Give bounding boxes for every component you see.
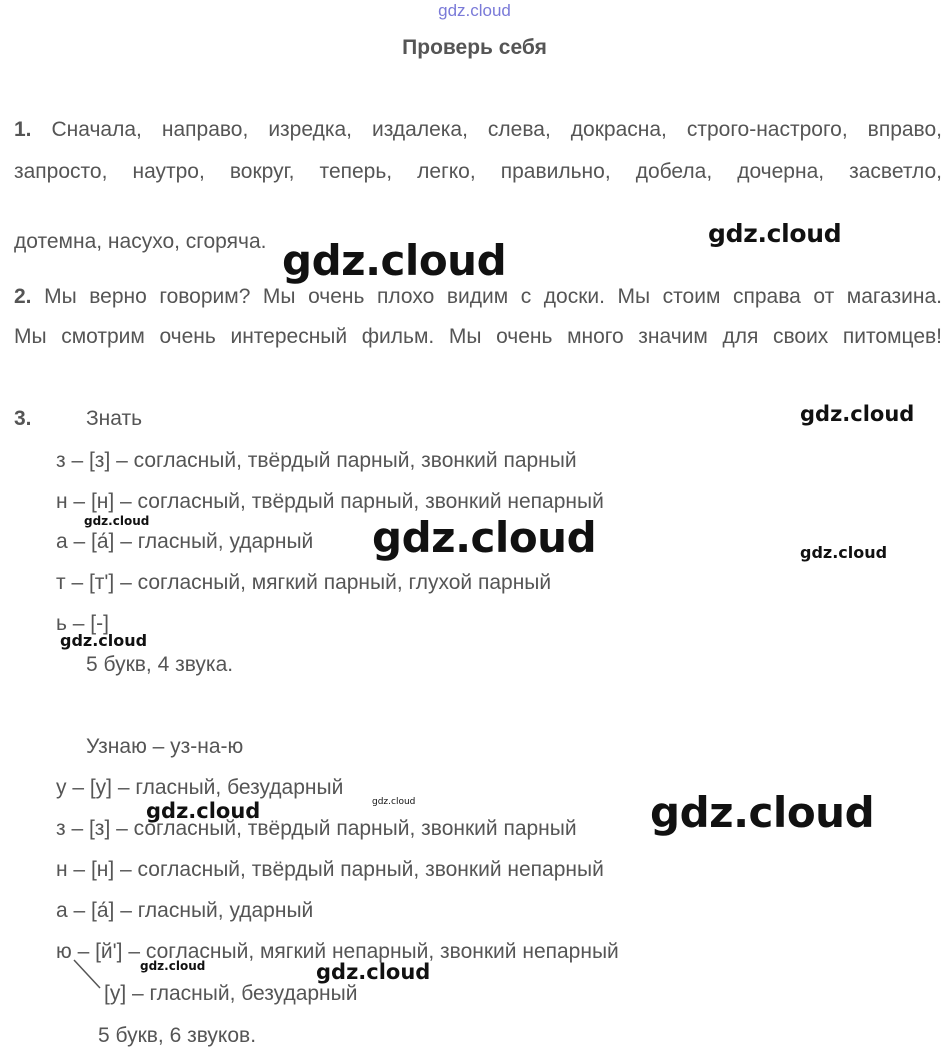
sound-split-bracket xyxy=(72,958,102,992)
word2-title: Узнаю – уз-на-ю xyxy=(86,735,244,758)
word2-extra-row: [у] – гласный, безударный xyxy=(104,982,358,1005)
watermark: gdz.cloud xyxy=(316,960,431,984)
word1-row: н – [н] – согласный, твёрдый парный, звонкий непарный xyxy=(56,490,604,513)
word1-row: з – [з] – согласный, твёрдый парный, звонкий парный xyxy=(56,449,577,472)
word1-row: ь – [-] xyxy=(56,612,109,635)
word1-row: а – [а́] – гласный, ударный xyxy=(56,530,314,553)
watermark: gdz.cloud xyxy=(60,631,148,650)
watermark: gdz.cloud xyxy=(146,799,261,823)
word2-row: н – [н] – согласный, твёрдый парный, звонкий непарный xyxy=(56,858,604,881)
word2-summary: 5 букв, 6 звуков. xyxy=(98,1024,257,1047)
task1-line-1: 1. Сначала, направо, изредка, издалека, слева, докрасна, строго-настрого, вправо, xyxy=(14,118,942,141)
watermark: gdz.cloud xyxy=(800,402,915,426)
task1-line-3: дотемна, насухо, сгоряча. xyxy=(14,230,267,253)
word2-row: у – [у] – гласный, безударный xyxy=(56,776,344,799)
word2-row: з – [з] – согласный, твёрдый парный, звонкий парный xyxy=(56,817,577,840)
task2-line-2: Мы смотрим очень интересный фильм. Мы очень много значим для своих питомцев! xyxy=(14,325,942,348)
task2-line-1: 2. Мы верно говорим? Мы очень плохо видим с доски. Мы стоим справа от магазина. xyxy=(14,285,942,308)
word2-row: ю – [й'] – согласный, мягкий непарный, звонкий непарный xyxy=(56,940,619,963)
word1-title: Знать xyxy=(86,407,143,430)
task2-number: 2. xyxy=(14,285,32,308)
watermark: gdz.cloud xyxy=(372,797,416,807)
page-title: Проверь себя xyxy=(402,36,547,59)
watermark: gdz.cloud xyxy=(140,959,206,973)
header-watermark: gdz.cloud xyxy=(438,1,511,20)
word1-row: т – [т'] – согласный, мягкий парный, глухой парный xyxy=(56,571,552,594)
watermark: gdz.cloud xyxy=(800,543,888,562)
word1-summary: 5 букв, 4 звука. xyxy=(86,653,234,676)
watermark: gdz.cloud xyxy=(650,788,875,837)
task1-number: 1. xyxy=(14,118,32,141)
watermark: gdz.cloud xyxy=(708,219,842,248)
word2-row: а – [а́] – гласный, ударный xyxy=(56,899,314,922)
watermark: gdz.cloud xyxy=(84,514,150,528)
watermark: gdz.cloud xyxy=(282,236,507,285)
task1-line-2: запросто, наутро, вокруг, теперь, легко, правильно, добела, дочерна, засветло, xyxy=(14,160,942,183)
task3-number: 3. xyxy=(14,407,32,430)
watermark: gdz.cloud xyxy=(372,513,597,562)
